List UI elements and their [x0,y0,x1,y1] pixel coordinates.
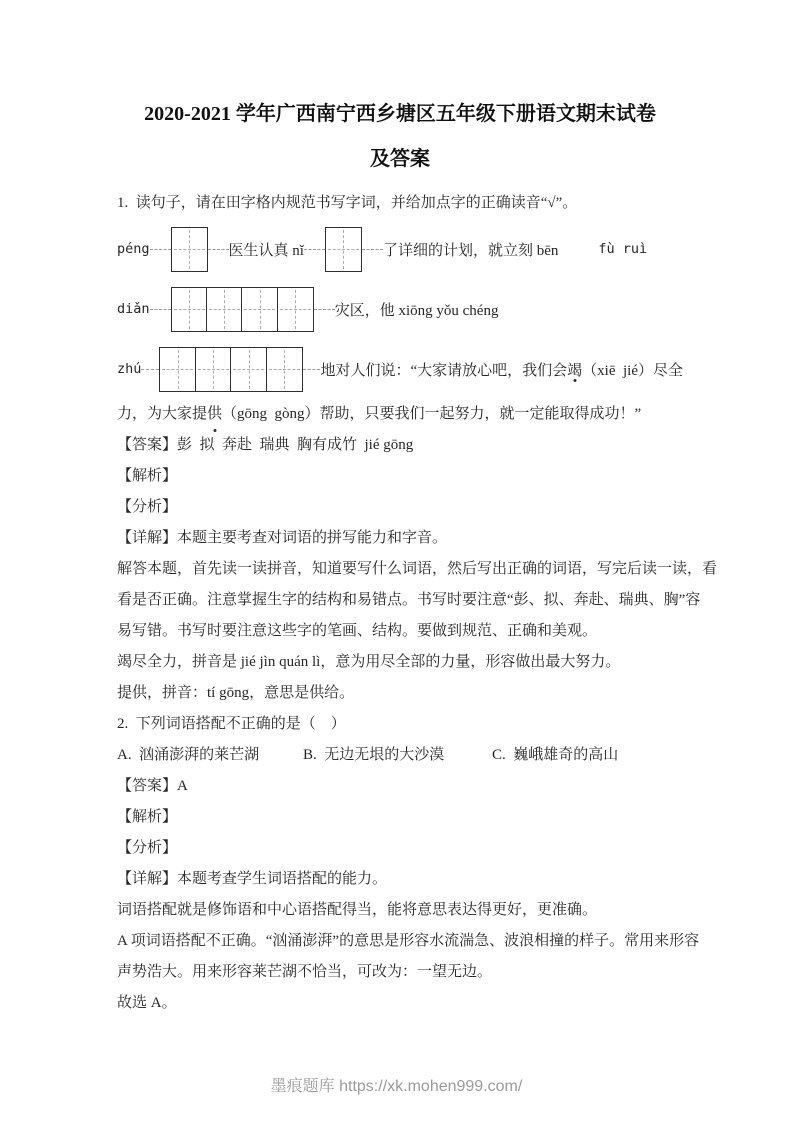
row-dian-text: 灾区，他 xiōng yǒu chéng [334,302,499,319]
tianzige-cell[interactable] [171,287,208,332]
dashed-leader [150,309,171,310]
tianzige-cell[interactable] [195,347,232,392]
question-1-instruction: 1. 读句子，请在田字格内规范书写字词，并给加点字的正确读音“√”。 [117,195,578,211]
dashed-leader [141,369,159,370]
row-zhu-text-after: （xiē jié）尽全 [582,362,683,379]
tianzige-grid-4cells [171,287,314,332]
q1-explain-line-5: 提供，拼音：tí gōng，意思是供给。 [117,685,355,701]
writing-row-peng [117,219,683,279]
title-line-2: 及答案 [370,148,430,170]
option-c[interactable]: C. 巍峨雄奇的高山 [492,747,619,763]
pinyin-label-peng: péng [117,241,150,257]
q1-explain-line-4: 竭尽全力，拼音是 jié jìn quán lì，意为用尽全部的力量，形容做出最大努力。 [117,654,621,670]
tianzige-cell[interactable] [325,227,362,272]
q2-jiexi-label: 【解析】 [117,809,178,825]
tianzige-grid-1cell [171,227,208,272]
dotted-char-jie: 竭 [567,359,582,380]
question-2-stem: 2. 下列词语搭配不正确的是（ ） [117,716,346,732]
q2-xiangjie-line: 【详解】本题考查学生词语搭配的能力。 [117,871,388,887]
q1-jiexi-label: 【解析】 [117,468,178,484]
tianzige-cell[interactable] [159,347,196,392]
q2-explain-line-3: 声势浩大。用来形容莱芒湖不恰当，可改为：一望无边。 [117,964,493,980]
row-peng-text-mid: 医生认真 nǐ [228,242,304,259]
dotted-char-gong: 供 [207,399,222,430]
row-peng-text-end: 了详细的计划，就立刻 bēn [382,242,559,259]
tianzige-cell[interactable] [277,287,314,332]
q1-explain-line-1: 解答本题，首先读一读拼音，知道要写什么词语，然后写出正确的词语，写完后读一读，看 [117,561,718,577]
line-li-before: 力，为大家提 [117,406,208,422]
line-li-after: （gōng gòng）帮助，只要我们一起努力，就一定能取得成功！” [222,406,642,422]
document-content [117,92,718,1019]
q1-explain-line-3: 易写错。书写时要注意这些字的笔画、结构。要做到规范、正确和美观。 [117,623,598,639]
writing-row-zhu [117,339,683,399]
tianzige-cell[interactable] [266,347,303,392]
sentence-continuation-line [117,399,683,430]
option-a[interactable]: A. 汹涌澎湃的莱芒湖 [117,747,260,763]
row-zhu-text-before: 地对人们说：“大家请放心吧，我们会 [320,362,568,379]
dashed-leader [362,249,383,250]
tianzige-grid-1cell [325,227,362,272]
pinyin-label-dian: diǎn [117,301,150,317]
document-title [117,92,683,182]
question-2-options [117,740,683,771]
q1-xiangjie-line: 【详解】本题主要考查对词语的拼写能力和字音。 [117,530,448,546]
pinyin-label-zhu: zhú [117,361,142,377]
tianzige-grid-4cells [159,347,302,392]
tianzige-cell[interactable] [230,347,267,392]
tianzige-cell[interactable] [171,227,208,272]
q2-fenxi-label: 【分析】 [117,840,178,856]
site-footer: 墨痕题库 https://xk.mohen999.com/ [270,1078,523,1095]
dashed-leader [150,249,171,250]
row-peng-text-tail: fù ruì [598,241,648,257]
dashed-leader [303,369,321,370]
dashed-leader [208,249,229,250]
q2-conclusion-line: 故选 A。 [117,995,177,1011]
q1-explain-line-2: 看是否正确。注意掌握生字的结构和易错点。书写时要注意“彭、拟、奔赴、瑞典、胸”容 [117,592,701,608]
q1-answer-line: 【答案】彭 拟 奔赴 瑞典 胸有成竹 jié gōng [117,437,414,453]
q1-fenxi-label: 【分析】 [117,499,178,515]
writing-row-dian [117,279,683,339]
dashed-leader [314,309,335,310]
tianzige-cell[interactable] [206,287,243,332]
tianzige-cell[interactable] [241,287,278,332]
title-line-1: 2020-2021 学年广西南宁西乡塘区五年级下册语文期末试卷 [144,103,656,125]
q2-explain-line-1: 词语搭配就是修饰语和中心语搭配得当，能将意思表达得更好，更准确。 [117,902,598,918]
q2-answer-line: 【答案】A [117,778,188,794]
option-b[interactable]: B. 无边无垠的大沙漠 [303,747,445,763]
q2-explain-line-2: A 项词语搭配不正确。“汹涌澎湃”的意思是形容水流湍急、波浪相撞的样子。常用来形容 [117,933,700,949]
dashed-leader [304,249,325,250]
